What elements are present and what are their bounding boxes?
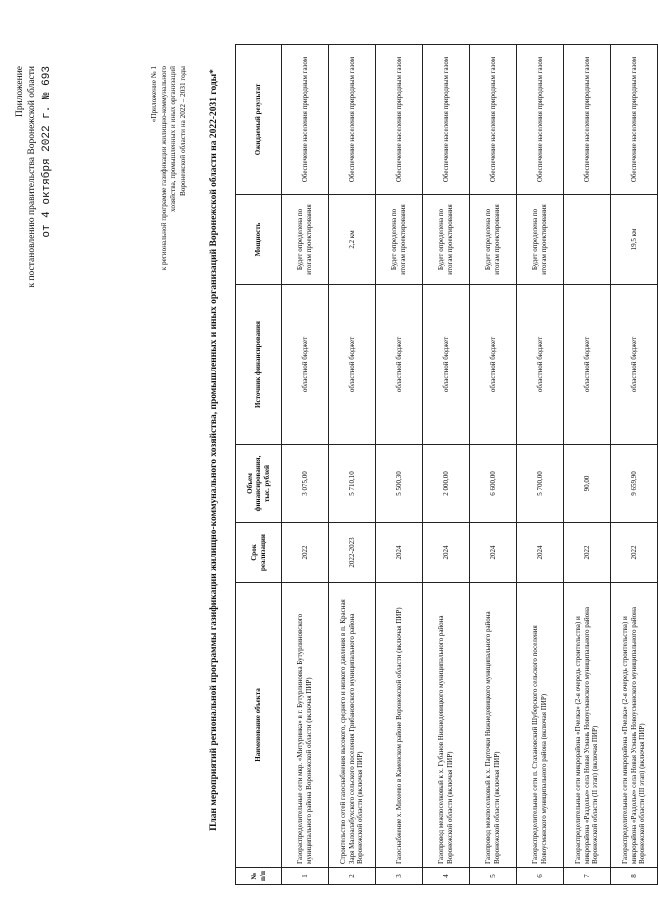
- row-amount: 6 600,00: [470, 445, 517, 523]
- row-source: областной бюджет: [423, 285, 470, 445]
- col-result-header: Ожидаемый результат: [236, 45, 282, 195]
- row-num: 2: [329, 868, 376, 885]
- table-row: [517, 45, 564, 885]
- row-term: 2022: [611, 523, 658, 583]
- row-capacity: 2,2 км: [329, 195, 376, 285]
- row-result: Обеспечение населения природным газом: [376, 45, 423, 195]
- row-amount: 2 000,00: [423, 445, 470, 523]
- row-result: Обеспечение населения природным газом: [470, 45, 517, 195]
- col-source-header: Источник финансирования: [236, 285, 282, 445]
- row-object-name: Газопровод межпоселковый к х. Парточки Нижнедевицкого муниципального района Воронежской области (включая ПИР): [470, 583, 517, 868]
- row-source: областной бюджет: [611, 285, 658, 445]
- row-result: Обеспечение населения природным газом: [564, 45, 611, 195]
- row-source: областной бюджет: [376, 285, 423, 445]
- plan-table: [235, 44, 658, 885]
- row-result: Обеспечение населения природным газом: [517, 45, 564, 195]
- row-result: Обеспечение населения природным газом: [282, 45, 329, 195]
- row-num: 6: [517, 868, 564, 885]
- col-amount-header: Объем финансирования, тыс. рублей: [236, 445, 282, 523]
- row-term: 2022: [282, 523, 329, 583]
- row-capacity: Будет определена по итогам проектирования: [376, 195, 423, 285]
- table-row: [376, 45, 423, 885]
- col-name-header: Наименование объекта: [236, 583, 282, 868]
- col-capacity-header: Мощность: [236, 195, 282, 285]
- table-header-row: [236, 45, 282, 885]
- decree-date: от 4 октября 2022 г. № 693: [41, 66, 53, 238]
- row-capacity: Будет определена по итогам проектирования: [282, 195, 329, 285]
- table-row: [470, 45, 517, 885]
- table-row: [329, 45, 376, 885]
- row-capacity: Будет определена по итогам проектирования: [517, 195, 564, 285]
- row-term: 2024: [423, 523, 470, 583]
- header-line: Приложение: [15, 66, 25, 117]
- row-capacity: Будет определена по итогам проектирования: [423, 195, 470, 285]
- table-row: [282, 45, 329, 885]
- row-object-name: Газораспределительные сети микрорайона «Пчелка» (2-я очередь строительства) и микрорайона «Раздолье» села Новая Усмань Новоусманского муниципального района Воронежской области (III этап) (включая ПИР): [611, 583, 658, 868]
- row-amount: 9 659,90: [611, 445, 658, 523]
- row-object-name: Газораспределительные сети мкр. «Митуринка» в г. Бутурлиновка Бутурлиновского муниципального района Воронежской области (включая ПИР): [282, 583, 329, 868]
- row-amount: 5 700,00: [517, 445, 564, 523]
- row-capacity: [564, 195, 611, 285]
- appendix-line: хозяйства, промышленных и иных организаций: [169, 66, 178, 212]
- header-line: к постановлению правительства Воронежской области: [27, 66, 37, 288]
- row-object-name: Строительство сетей газоснабжения высокого, среднего и низкого давления в п. Красная Заря Малоалабухского сельского поселения Грибановского муниципального района Воронежской области (включая ПИР): [329, 583, 376, 868]
- appendix-line: Воронежской области на 2022 – 2031 годы: [178, 66, 187, 197]
- row-object-name: Газоснабжение х. Михеево в Каменском районе Воронежской области (включая ПИР): [376, 583, 423, 868]
- row-num: 8: [611, 868, 658, 885]
- row-source: областной бюджет: [564, 285, 611, 445]
- row-num: 7: [564, 868, 611, 885]
- row-source: областной бюджет: [517, 285, 564, 445]
- row-source: областной бюджет: [470, 285, 517, 445]
- row-term: 2022-2023: [329, 523, 376, 583]
- decree-header: [14, 66, 55, 586]
- row-num: 4: [423, 868, 470, 885]
- row-source: областной бюджет: [282, 285, 329, 445]
- row-result: Обеспечение населения природным газом: [329, 45, 376, 195]
- row-num: 3: [376, 868, 423, 885]
- row-capacity: 19,5 км: [611, 195, 658, 285]
- table-row: [564, 45, 611, 885]
- appendix-header: [150, 66, 188, 426]
- row-source: областной бюджет: [329, 285, 376, 445]
- col-num-header: № п/п: [236, 868, 282, 885]
- table-row: [611, 45, 658, 885]
- row-amount: 5 710,10: [329, 445, 376, 523]
- row-amount: 90,00: [564, 445, 611, 523]
- row-amount: 3 075,00: [282, 445, 329, 523]
- table-row: [423, 45, 470, 885]
- col-term-header: Срок реализации: [236, 523, 282, 583]
- row-term: 2024: [517, 523, 564, 583]
- appendix-line: к региональной программе газификации жилищно-коммунального: [159, 66, 168, 271]
- appendix-line: «Приложение № 1: [150, 66, 158, 123]
- row-object-name: Газораспределительные сети микрорайона «Пчелка» (2-я очередь строительства) и микрорайона «Раздолье» села Новая Усмань Новоусманского муниципального района Воронежской области (II этап) (включая ПИР): [564, 583, 611, 868]
- row-num: 5: [470, 868, 517, 885]
- row-num: 1: [282, 868, 329, 885]
- row-term: 2022: [564, 523, 611, 583]
- row-term: 2024: [376, 523, 423, 583]
- row-capacity: Будет определена по итогам проектирования: [470, 195, 517, 285]
- row-object-name: Газопровод межпоселковый к х. Губанов Нижнедевицкого муниципального района Воронежской области (включая ПИР): [423, 583, 470, 868]
- row-object-name: Газораспределительные сети п. Стахановский Шуберского сельского поселения Новоусманского муниципального района (включая ПИР): [517, 583, 564, 868]
- plan-title: План мероприятий региональной программы газификации жилищно-коммунального хозяйства, промышленных и иных организаций Воронежской области на 2022-2031 годы*: [209, 69, 219, 831]
- row-term: 2024: [470, 523, 517, 583]
- row-result: Обеспечение населения природным газом: [611, 45, 658, 195]
- row-amount: 5 500,30: [376, 445, 423, 523]
- row-result: Обеспечение населения природным газом: [423, 45, 470, 195]
